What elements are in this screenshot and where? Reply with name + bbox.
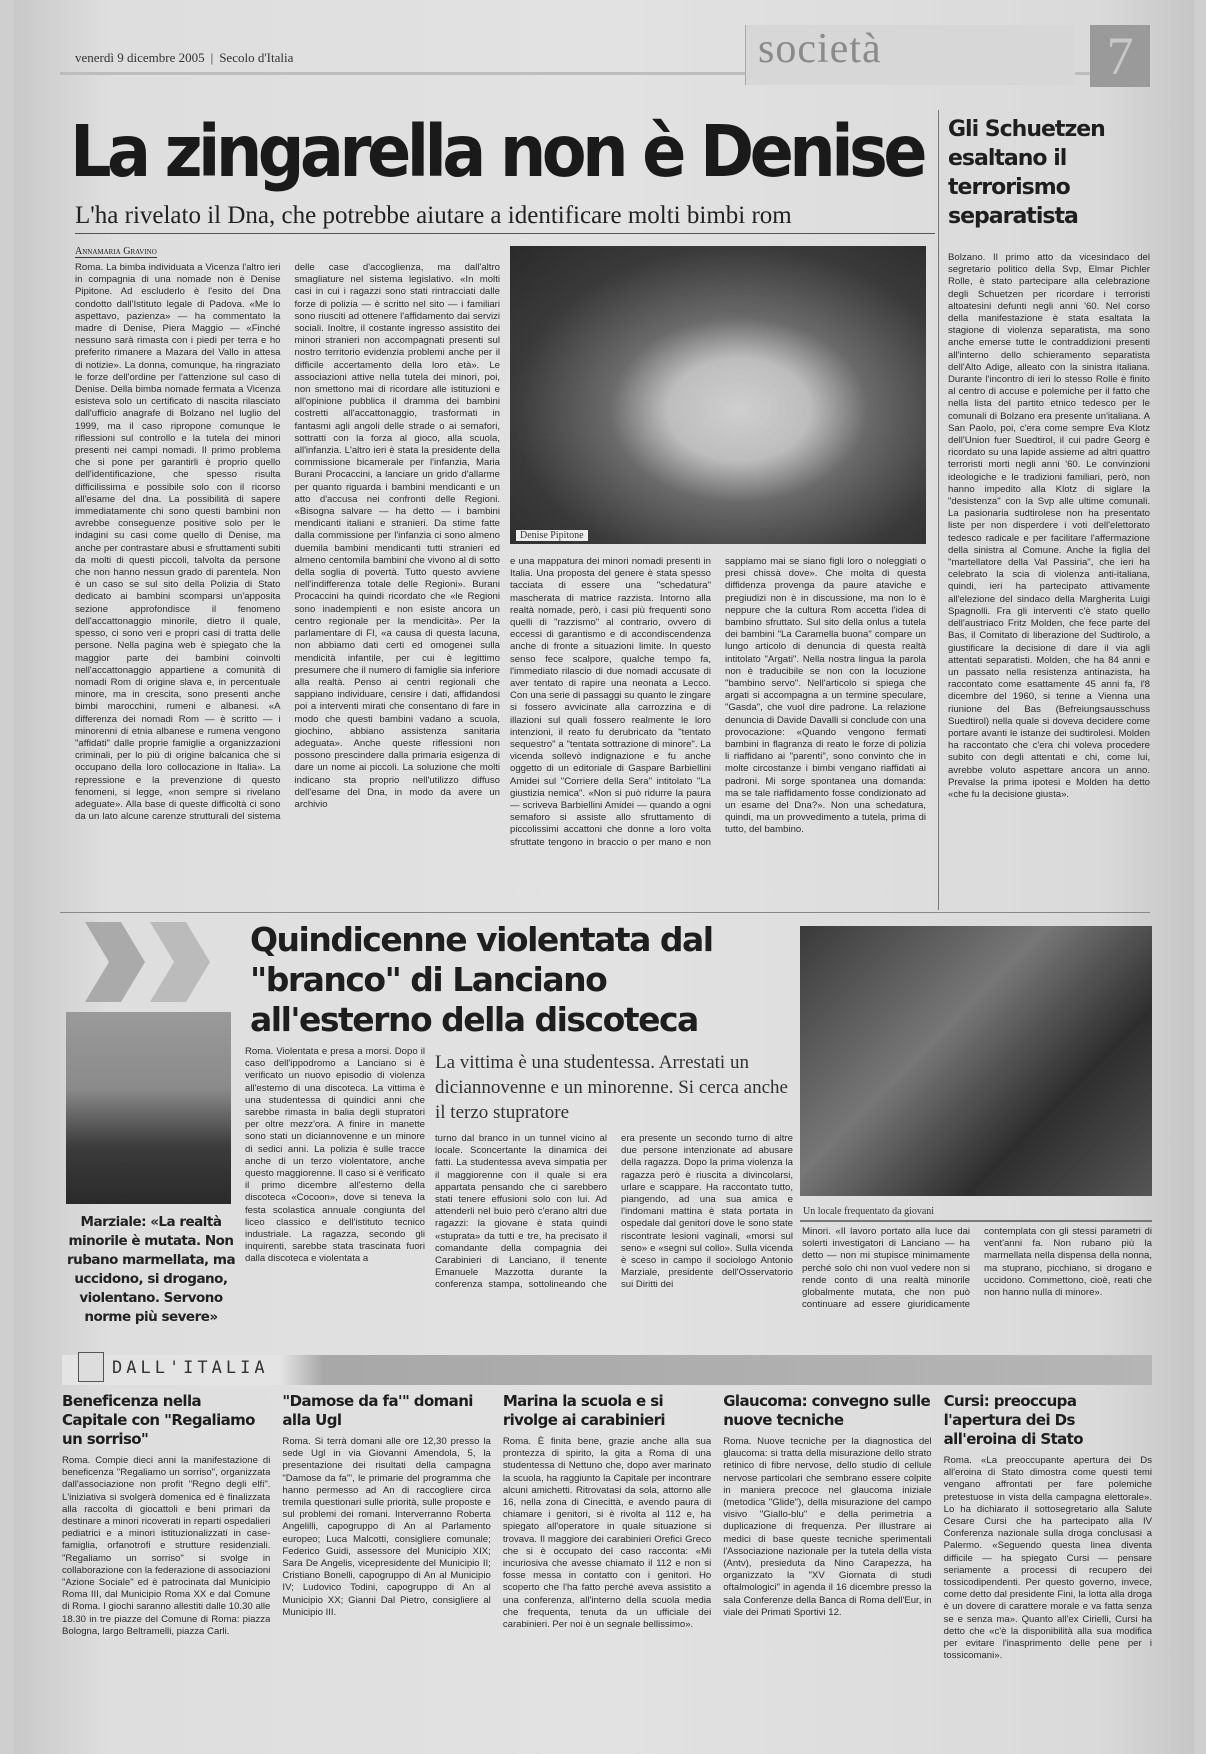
brief-item	[503, 1392, 711, 1742]
section-divider	[60, 912, 1150, 913]
brief-headline: Beneficenza nella Capitale con "Regaliamo un sorriso"	[62, 1392, 255, 1448]
caption-rule	[800, 1220, 1152, 1222]
brief-body: Roma. Compie dieci anni la manifestazione di beneficenza "Regaliamo un sorriso", organizzata dall'associazione non profit "Regno degli elfi". L'iniziativa si svolgerà domenica ed è finalizzata alla raccolta di giocattoli e beni primari da destinare a minori ricoverati in reparti ospedalieri pediatrici e a minori istituzionalizzati in case-famiglia, orfanotrofi e strutture residenziali. "Regaliamo un sorriso" si svolge in collaborazione con la federazione di associazioni "Azione Sociale" ed è patrocinata dal Municipio Roma III, dal Municipio Roma XX e dal Comune di Roma. I giochi saranno allestiti dalle 10.30 alle 18.30 in tre piazze del Comune di Roma: piazza Bologna, largo Beltramelli, piazza Carli.	[62, 1455, 271, 1637]
issue-date: venerdì 9 dicembre 2005	[75, 50, 205, 65]
brief-headline: Cursi: preoccupa l'apertura dei Ds all'eroina di Stato	[943, 1392, 1083, 1448]
section-label: società	[745, 25, 1075, 85]
byline: Annamaria Gravino	[75, 246, 157, 257]
second-body-part-1: Roma. Violentata e presa a morsi. Dopo il caso dell'ippodromo a Lanciano si è verificato un nuovo episodio di violenza all'esterno di una discoteca. La vittima è una studentessa di quindici anni che sarebbe rimasta in balia degli stupratori per oltre mezz'ora. A finire in manette sono stati un diciannovenne e un minore di sedici anni. La polizia è sulle tracce anche di un terzo violentatore, anche questo maggiorenne. Il caso si è verificato il primo dicembre all'esterno della discoteca «Cocoon», dove si teneva la festa scolastica annuale congiunta del liceo classico e dell'istituto tecnico industriale. La ragazza, secondo gli inquirenti, sarebbe stata trascinata fuori dalla discoteca e violentata a	[245, 1046, 425, 1265]
brief-headline: "Damose da fa'" domani alla Ugl	[282, 1392, 473, 1429]
lead-headline: La zingarella non è Denise	[70, 110, 923, 193]
second-body-part-2: turno dal branco in un tunnel vicino al locale. Sconcertante la dinamica dei fatti. La studentessa aveva simpatia per il maggiorenne con il quale si era appartata pensando che ci sarebbero stati tenere effusioni solo con lui. Ad attenderli nel buio però c'erano altri due ragazzi: la giovane è stata quindi «stuprata» da tutti e tre, ha precisato il comandante della compagnia dei Carabinieri di Lanciano, il tenente Emanuele Mazzotta durante la conferenza stampa, sottolineando che era presente un secondo turno di altre due persone intenzionate ad abusare della ragazza. Dopo la prima violenza la ragazza però è riuscita a divincolarsi, urlare e scappare. Ha raccontato tutto, piangendo, ad una sua amica e l'indomani mattina è stata portata in ospedale dal genitori dove le sono state riscontrate lesioni vaginali, «morsi sul seno» e «segni sul collo». Sulla vicenda è sceso in campo il sociologo Antonio Marziale, presidente dell'Osservatorio sui Diritti dei	[435, 1133, 793, 1291]
dall-italia-label: DALL'ITALIA	[112, 1358, 269, 1378]
brief-body: Roma. «La preoccupante apertura dei Ds all'eroina di Stato dimostra come questi temi vengano affrontati per fare polemiche pretestuose in vista della campagna elettorale». Lo ha dichiarato il sottosegretario alla Salute Cesare Cursi che ha partecipato alla IV Conferenza nazionale sulla droga conclusasi a Palermo. «Seguendo questa linea diventa difficile — ha spiegato Cursi — pensare seriamente a processi di recupero dei tossicodipendenti. Per questo governo, invece, come detto dal presidente Fini, la lotta alla droga è un dovere di carattere morale e va fatta senza se e senza ma». Quanto all'ex Cirielli, Cursi ha detto che «c'è la disponibilità alla sua modifica per evitare l'inasprimento delle pene per i tossicomani».	[943, 1455, 1153, 1662]
brief-item	[282, 1392, 490, 1742]
child-photo	[510, 246, 926, 544]
portrait-photo	[66, 1012, 231, 1204]
italy-map-icon	[78, 1352, 104, 1382]
dateline-separator: |	[210, 50, 214, 65]
news-briefs	[62, 1392, 1152, 1742]
second-headline: Quindicenne violentata dal "branco" di Lanciano all'esterno della discoteca	[250, 920, 713, 1039]
photo-caption: Denise Pipitone	[516, 530, 588, 541]
brief-item	[62, 1392, 270, 1742]
lead-body-part-2: e una mappatura dei minori nomadi presenti in Italia. Una proposta del genere è stata spesso tacciata di essere una "schedatura" mascherata di matrice razzista. Intorno alla realtà nomade, però, i casi più frequenti sono quelli di "razzismo" al contrario, ovvero di eccessi di garantismo e di accondiscendenza anche di fronte a situazioni limite. In questo senso fece scalpore, qualche tempo fa, l'immediato rilascio di due nomadi accusate di aver tentato di rapire una neonata a Lecco. Con una serie di passaggi su quanto le zingare si fossero avvicinate alla carrozzina e di illazioni sul quali fossero realmente le loro intenzioni, il reato fu derubricato da "tentato sequestro" a "tentata sottrazione di minore". La vicenda sollevò indignazione e fu anche oggetto di un editoriale di Gaspare Barbiellini Amidei sul "Corriere della Sera" intitolato "La giustizia nemica". «Non si può ridurre la paura — scriveva Barbiellini Amidei — quando a ogni semaforo si assiste allo sfruttamento di piccolissimi accattoni che donne a loro volta sfruttate tengono in braccio o per mano e non sappiamo mai se siano figli loro o noleggiati o presi chissà dove». Che molta di questa diffidenza provenga da paure ataviche e pregiudizi non è in discussione, ma non lo è neppure che la cultura Rom accetta l'idea di bambino sfruttato. Sul sito della onlus a tutela dei bambini "La Caramella buona" compare un lungo articolo di denuncia di questa realtà intitolato "Argati". Nella nostra lingua la parola non è traducibile se non con la locuzione "bambino servo". Nell'articolo si spiega che argati si accompagna a un termine speculare, "Gasda", che vuol dire padrone. La relazione denuncia di Davide Davalli si conclude con una provocazione: «Quando vengono fermati bambini in flagranza di reato le forze di polizia li riaffidano ai "parenti", sono convinto che in molte circostanze i bimbi vengano riaffidati ai padroni. Mi sorge spontanea una domanda: ma se tale riaffidamento fosse condizionato ad un esame del Dna?». Non una schedatura, quindi, ma un provvedimento a tutela, prima di tutto, del bambino.	[510, 556, 926, 848]
second-body-part-3: Minori. «Il lavoro portato alla luce dai solerti investigatori di Lanciano — ha detto — non mi stupisce minimamente perché solo chi non vuol vedere non si rende conto di una realtà minorile globalmente mutata, che non può continuare ad essere giuridicamente contemplata con gli stessi parametri di vent'anni fa. Non rubano più la marmellata nella dispensa della nonna, ma stuprano, picchiano, si drogano e uccidono. Commettono, cioè, reati che non hanno nulla di minore».	[802, 1226, 1152, 1311]
brief-item	[944, 1392, 1152, 1742]
sidebar-body: Bolzano. Il primo atto da vicesindaco del segretario politico della Svp, Elmar Pichler Rolle, è stato partecipare alla celebrazione degli Schuetzen per ricordare i terroristi altoatesini defunti negli anni '60. Nel corso della manifestazione è stata esaltata la stagione di violenza separatista, ma sono anche emerse tutte le contraddizioni presenti all'interno dello schieramento separatista dell'Alto Adige, alleato con la sinistra italiana. Durante l'incontro di ieri lo stesso Rolle è finito al centro di accuse e polemiche per il fatto che nella lista del partito etnico tedesco per le comunali di Bolzano era presente un'italiana. A San Paolo, poi, c'era come sempre Eva Klotz dell'Union fuer Suedtirol, il cui padre Georg è ricordato su una lapide assieme ad altri quattro terroristi morti negli anni '60. Le convinzioni ideologiche e le tradizioni familiari, però, non hanno impedito alla Klotz di siglare la "desistenza" con la Svp alle ultime comunali. La pasionaria sudtirolese non ha presentato liste per non disperdere i voti dell'elettorato tedesco radicale e per facilitare l'affermazione della sinistra al Comune. Anche la figlia del "martellatore della Val Passiria", che ieri ha celebrato la scia di violenza anti-italiana, quindi, ieri ha partecipato attivamente all'elezione del sindaco della Margherita Luigi Spagnolli. Fra gli interventi c'è stato quello dell'austriaco Fritz Molden, che fece parte del Bas, il Comitato di liberazione del Sudtirolo, a giustificare la decisione di dare il via agli attentati separatisti. Molden, che ha 84 anni e un passato nella resistenza antinazista, ha raccontato come esattamente 45 anni fa, l'8 dicembre del 1960, si tenne a Vienna una riunione del Bas (Befreiungsausschuss Suedtirol) nella quale si doveva decidere come portare avanti le istanze dei sudtirolesi. Molden ha raccontato che c'era chi voleva procedere subito con degli attentati e chi, come lui, avrebbe voluto aspettare ancora un anno. Prevalse la prima ipotesi e Molden ha detto «che fu la decisione giusta».	[948, 252, 1150, 800]
page-number: 7	[1090, 25, 1150, 87]
brief-body: Roma. Nuove tecniche per la diagnostica del glaucoma: si tratta della misurazione dello strato retinico di fibre nervose, dello studio di cellule nervose particolari che sembrano essere colpite in maniera precoce nel glaucoma iniziale (metodica "Glide"), della misurazione del campo visivo "Giallo-blu" e della perimetria a duplicazione di frequenza. Per illustrare ai medici di base queste tecniche sperimentali l'Associazione nazionale per la tutela della vista (Antv), presieduta da Nino Carapezza, ha organizzato la "XV Giornata di studi oftalmologici" in agenda il 16 dicembre presso la sala Conferenze della Banca di Roma dell'Eur, in viale dei Primati Sportivi 12.	[723, 1436, 932, 1618]
dateline	[75, 50, 299, 66]
brief-body: Roma. Si terrà domani alle ore 12,30 presso la sede Ugl in via Giovanni Amendola, 5, la presentazione dei risultati della campagna "Damose da fa'", le primarie del programma che hanno permesso ad An di raccogliere circa tremila questionari sulle priorità, sulle proposte e sul problemi dei romani. Interverranno Roberta Angelilli, capogruppo di An al Parlamento europeo; Luca Malcotti, consigliere comunale; Federico Guidi, assessore del Municipio XIX; Sara De Angelis, vicepresidente del Municipio II; Cristiano Bonelli, capogruppo di An al Municipio IV; Ludovico Todini, capogruppo di An al Municipio XX; Gianni Dal Pietro, consigliere al Municipio III.	[282, 1436, 491, 1618]
lead-deck: L'ha rivelato il Dna, che potrebbe aiutare a identificare molti bimbi rom	[75, 202, 935, 234]
brief-item	[723, 1392, 931, 1742]
brief-body: Roma. È finita bene, grazie anche alla sua prontezza di spirito, la gita a Roma di una studentessa di Nettuno che, dopo aver marinato la scuola, ha raggiunto la Capitale per incontrare alcuni amichetti. Ritrovatasi da sola, attorno alle 16, nella zona di Cinecittà, e avendo paura di chiamare i genitori, si è rivolta al 112 e, ha spiegato all'operatore in quale situazione si trovava. Il maggiore dei carabinieri Orefici Greco che si è occupato del caso racconta: «Mi incuriosiva che avesse chiamato il 112 e non si fosse messa in contatto con i genitori. Ho scoperto che l'ha fatto perché aveva assistito a una conferenza, all'interno della scuola media che frequenta, tenuta da un ufficiale dei carabinieri. Per noi è un segnale bellissimo».	[502, 1436, 712, 1631]
second-deck: La vittima è una studentessa. Arrestati un diciannovenne e un minorenne. Si cerca anche il terzo stupratore	[435, 1052, 788, 1123]
lead-body-part-1: Roma. La bimba individuata a Vicenza l'altro ieri in compagnia di una nomade non è Denise Pipitone. Ad escluderlo è l'esito del Dna condotto dall'Istituto legale di Padova. «Me lo aspettavo, pazienza» — ha commentato la madre di Denise, Piera Maggio — «Finché nessuno sarà rimasta con i piedi per terra e ho preferito rimanere a Mazara del Vallo in attesa di notizie». La donna, comunque, ha ringraziato le forze dell'ordine per l'attenzione sul caso di Denise. Della bimba nomade fermata a Vicenza esisteva solo un certificato di nascita rilasciato dall'ufficio anagrafe di Bolzano nel luglio del 1999, ma il caso ripropone comunque le riflessioni sul controllo e la tutela dei minori presenti nei campi nomadi. Il primo problema che si pone per garantirli è proprio quello dell'identificazione, che spesso risulta difficilissima e possibile solo con il ricorso all'esame del dna. La possibilità di sapere immediatamente chi sono questi bambini non avrebbe conseguenze positive solo per le indagini su casi come quello di Denise, ma anche per contrastare abusi e sfruttamenti subiti da molti di questi piccoli, talvolta da persone che non hanno nessun grado di parentela. Non è un caso se sul sito della Polizia di Stato dedicato ai bambini scomparsi un'apposita sezione approfondisce il fenomeno dell'accattonaggio minorile, dietro il quale, spesso, ci sono veri e propri casi di tratta delle persone. Nella pagina web è spiegato che la maggior parte dei bambini coinvolti nell'accattonaggio appartiene a comunità di nomadi Rom di origine slava e, in percentuale minore, ma in crescita, sono presenti anche bimbi marocchini, rumeni e albanesi. «A differenza dei nomadi Rom — è scritto — i minorenni di etnia albanese e rumena vengono "affidati" dalle proprie famiglie a organizzazioni criminali, per lo più di origine balcanica che si occupano della loro collocazione in Italia». La repressione e la prevenzione di questo fenomeni, si legge, «non sempre si rivelano adeguate». Alla base di queste difficoltà ci sono da un lato alcune carenze strutturali del sistema delle case d'accoglienza, ma dall'altro smagliature nel sistema legislativo. «In molti casi in cui i ragazzi sono stati rintracciati dalle forze di polizia — è scritto nel sito — i familiari sono riusciti ad ottenere l'affidamento dai servizi sociali. Inoltre, il costante ingresso assistito dei minori stranieri non accompagnati presenti sul nostro territorio evidenzia problemi anche per il difficile accertamento della loro età». Le associazioni attive nella tutela dei minori, poi, non smettono mai di ricordare alle istituzioni e all'opinione pubblica il dramma dei bambini costretti all'accattonaggio, trasformati in fantasmi agli angoli delle strade o ai semafori, sottratti con la forza al gioco, alla scuola, all'infanzia. L'altro ieri è stata la presidente della commissione bicamerale per l'infanzia, Maria Burani Procaccini, a lanciare un grido d'allarme per quanto riguarda i bambini mendicanti e un atto d'accusa nei confronti delle Regioni. «Bisogna salvare — ha detto — i bambini mendicanti italiani e stranieri. Da stime fatte dalla commissione per l'infanzia ci sono almeno duemila bambini mendicanti tutti stranieri ed almeno centomila bambini che vivono al di sotto della soglia di povertà. Tutto questo avviene nell'indifferenza totale delle Regioni». Burani Procaccini ha quindi ricordato che «le Regioni sono inadempienti e non esiste ancora un centro regionale per la mendicità». Per la parlamentare di FI, «a causa di questa lacuna, non abbiamo dati certi ed omogenei sulla mendicità infantile, per cui è legittimo presumere che il numero di famiglie sia inferiore alla realtà. Penso ai centri regionali che sappiano individuare, censire i dati, affidandosi poi a interventi mirati che consentano di fare in modo che questi bambini vadano a scuola, giochino, abbiano assistenza sanitaria adeguata». Anche queste riflessioni non possono prescindere dalla primaria esigenza di dare un nome ai piccoli. La soluzione che molti indicano sta proprio nell'utilizzo diffuso dell'esame del Dna, in modo da avere un archivio	[75, 262, 500, 823]
brief-headline: Marina la scuola e si rivolge ai carabinieri	[502, 1392, 665, 1429]
disco-photo	[800, 926, 1152, 1196]
disco-photo-caption: Un locale frequentato da giovani	[803, 1206, 935, 1217]
portrait-quote: Marziale: «La realtà minorile è mutata. Non rubano marmellata, ma uccidono, si drogano, violentano. Servono norme più severe»	[66, 1214, 236, 1325]
column-divider	[938, 110, 939, 910]
newspaper-name: Secolo d'Italia	[219, 50, 294, 65]
brief-headline: Glaucoma: convegno sulle nuove tecniche	[723, 1392, 931, 1429]
sidebar-headline: Gli Schuetzen esaltano il terrorismo separatista	[948, 117, 1105, 229]
